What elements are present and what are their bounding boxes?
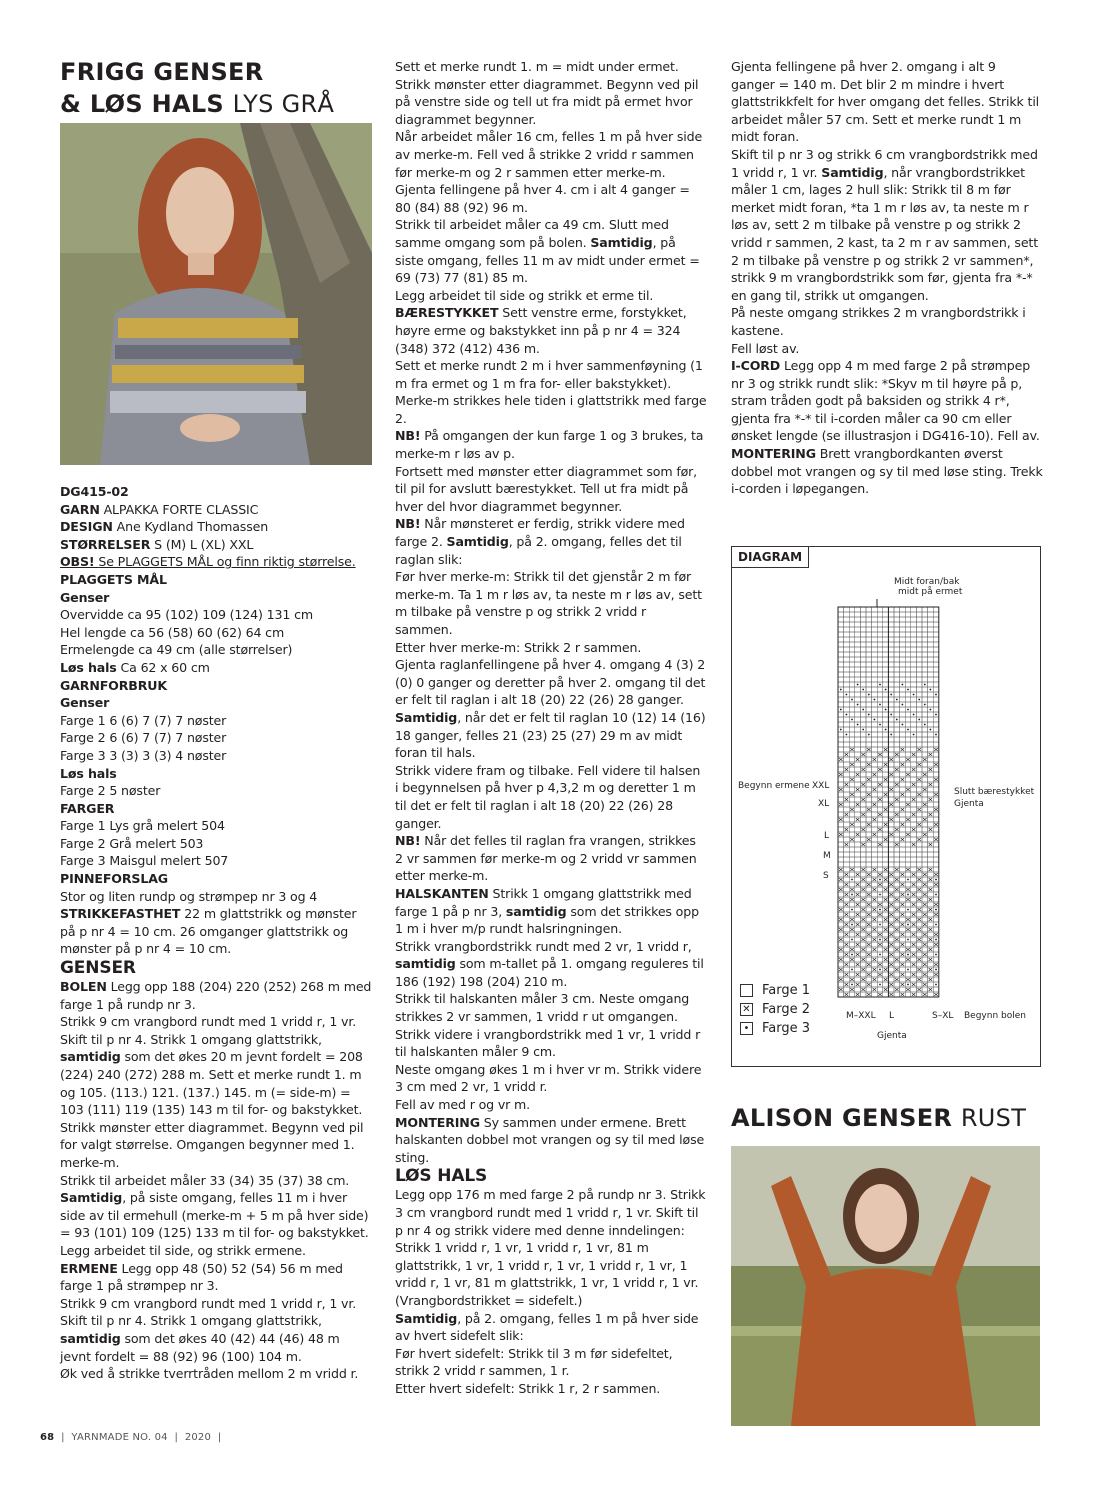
halskanten-text: HALSKANTEN Strikk 1 omgang glattstrikk med farge 1 på p nr 3, samtidig som det strikkes opp 1 m i hver m/p rundt halsringningen. [395,885,699,937]
farge1-amount: Farge 1 6 (6) 7 (7) 7 nøster [60,712,227,728]
pinneforslag-heading: PINNEFORSLAG [60,871,168,887]
mid-p18: Samtidig, på 2. omgang, felles 1 m på hver side av hvert sidefelt slik: [395,1310,699,1344]
bolen-p4: Samtidig, på siste omgang, felles 11 m i hver side av til ermehull (merke-m + 5 m på hver side) = 93 (101) 109 (125) 133 m til for- og bakstykket. [60,1190,369,1241]
plaggets-heading: PLAGGETS MÅL [60,571,167,587]
mid-nb1: NB! På omgangen der kun farge 1 og 3 brukes, ta merke-m r løs av p. [395,428,704,462]
label-begynn-bolen: Begynn bolen [964,1011,1026,1021]
right-p3: På neste omgang strikkes 2 m vrangbordstrikk i kastene. [731,305,1026,338]
mid-nb3: NB! Når det felles til raglan fra vrangen, strikkes 2 vr sammen før merke-m og 2 vridd vr sammen etter merke-m. [395,833,697,884]
mid-p13: Strikk til halskanten måler 3 cm. Neste omgang strikkes 2 vr sammen, 1 vridd r ut omgangen. [395,991,690,1025]
right-p2: Skift til p nr 3 og strikk 6 cm vrangbordstrikk med 1 vridd r, 1 vr. Samtidig, når vrangbordstrikket måler 1 cm, lages 2 hull slik: Strikk til 8 m før merket midt foran, *ta 1 m r løs av, ta neste m r løs av, sett 2 m tilbake på venstre p og strikk 2 vridd r sammen, 2 kast, ta 2 m r av sammen, sett 2 m tilbake på venstre p og strikk 2 vr sammen*, strikk 9 m vrangbordstrikk som før, gjenta fra *-* en gang til, strikk ut omgangen. [731,146,1038,303]
label-bottom-gjenta: Gjenta [877,1031,907,1041]
icord-text: I-CORD Legg opp 4 m med farge 2 på strømpep nr 3 og strikk rundt slik: *Skyv m til høyre på p, stram tråden godt på baksiden og strikk 4 r*, gjenta fra *-* til i-corden måler ca 90 cm eller ønsket lengde (se illustrasjon i DG416-10). Fell av. [731,358,1040,444]
label-bottom-l: L [889,1011,895,1021]
pinneforslag-text: Stor og liten rundp og strømpep nr 3 og 4 [60,888,318,904]
model-photo-alison [731,1146,1040,1426]
genser-section-heading: GENSER [60,958,136,979]
diagram-top-label-2: midt på ermet [898,587,963,597]
ermelengde-text: Ermelengde ca 49 cm (alle størrelser) [60,642,293,658]
garn-line: GARN ALPAKKA FORTE CLASSIC [60,501,259,517]
mid-p6: Fortsett med mønster etter diagrammet som før, til pil for avslutt bærestykket. Tell ut fra midt på hver del hvor diagrammet begynner. [395,463,698,514]
right-p1: Gjenta fellingene på hver 2. omgang i alt 9 ganger = 140 m. Det blir 2 m mindre i hvert glattstrikkfelt for hver omgang det felles. Strikk til arbeidet måler 57 cm. Sett et merke rundt 1 m midt foran. [731,59,1040,145]
left-column [60,483,372,1383]
mid-p1: Sett et merke rundt 1. m = midt under ermet. Strikk mønster etter diagrammet. Begynn ved pil på venstre side og tell ut fra midt på ermet hvor diagrammet begynner. [395,59,699,127]
magazine-year: 2020 [184,1432,212,1443]
mid-p8: Etter hver merke-m: Strikk 2 r sammen. [395,639,642,655]
label-m: M [823,851,831,861]
knitting-diagram [731,546,1041,1067]
genser-subheading: Genser [60,589,110,605]
label-s: S [823,871,829,881]
montering-text: MONTERING Sy sammen under ermene. Brett halskanten dobbel mot vrangen og sy til med løse sting. [395,1114,705,1165]
overvidde-text: Overvidde ca 95 (102) 109 (124) 131 cm [60,607,313,623]
label-xxl: XXL [812,781,830,791]
title-line-2: & LØS HALS LYS GRÅ [60,90,335,118]
farge2-hals-amount: Farge 2 5 nøster [60,783,161,799]
label-begynn-ermene: Begynn ermene [738,781,810,791]
page-footer: 68 | YARNMADE NO. 04 | 2020 | [40,1432,222,1443]
mid-p11: Strikk videre fram og tilbake. Fell videre til halsen i begynnelsen på hver p 4,3,2 m og deretter 1 m til det er felt til raglan i alt 18 (20) 22 (26) 28 ganger. [395,762,701,831]
farger-heading: FARGER [60,800,115,816]
los-hals-measure: Løs hals Ca 62 x 60 cm [60,659,210,675]
mid-p12: Strikk vrangbordstrikk rundt med 2 vr, 1 vridd r, samtidig som m-tallet på 1. omgang reguleres til 186 (192) 198 (204) 210 m. [395,938,704,989]
label-l: L [824,831,830,841]
farge3-amount: Farge 3 3 (3) 3 (3) 4 nøster [60,747,227,763]
mid-p15: Neste omgang økes 1 m i hver vr m. Strikk videre 3 cm med 2 vr, 1 vridd r. [395,1061,702,1095]
mid-p20: Etter hvert sidefelt: Strikk 1 r, 2 r sammen. [395,1380,661,1396]
legend-cross-icon: ✕ [740,1003,753,1016]
mid-p14: Strikk videre i vrangbordstrikk med 1 vr, 1 vridd r til halskanten måler 9 cm. [395,1026,701,1060]
mid-nb2: NB! Når mønsteret er ferdig, strikk videre med farge 2. Samtidig, på 2. omgang, felles det til raglan slik: [395,516,685,567]
label-xl: XL [818,799,830,809]
title-line-1: FRIGG GENSER [60,58,264,86]
mid-p7: Før hver merke-m: Strikk til det gjenstår 2 m før merke-m. Ta 1 m r løs av, ta neste m r løs av, sett m tilbake på venstre p og strikk 2 vridd r sammen. [395,569,702,637]
farge2-amount: Farge 2 6 (6) 7 (7) 7 nøster [60,730,227,746]
legend-dot-icon: • [740,1022,753,1035]
hel-lengde-text: Hel lengde ca 56 (58) 60 (62) 64 cm [60,624,285,640]
sizes-line: STØRRELSER S (M) L (XL) XXL [60,536,254,552]
farger-1: Farge 1 Lys grå melert 504 [60,818,225,834]
strikkefasthet-text: STRIKKEFASTHET 22 m glattstrikk og mønster på p nr 4 = 10 cm. 26 omganger glattstrikk og mønster på p nr 4 = 10 cm. [60,906,357,957]
mid-p10: Samtidig, når det er felt til raglan 10 (12) 14 (16) 18 ganger, felles 21 (23) 25 (27) 29 m av midt foran til hals. [395,709,706,761]
right-column [731,58,1043,498]
design-line: DESIGN Ane Kydland Thomassen [60,519,269,535]
los-hals-section-heading: LØS HALS [395,1166,488,1187]
mid-p4: Legg arbeidet til side og strikk et erme til. [395,287,654,303]
farger-3: Farge 3 Maisgul melert 507 [60,853,229,869]
model-photo-frigg [60,123,372,465]
obs-line: OBS! Se PLAGGETS MÅL og finn riktig størrelse. [60,554,356,570]
label-gjenta-right: Gjenta [954,799,984,809]
pattern-title [60,56,334,120]
legend-farge3: • Farge 3 [740,1021,810,1036]
ermene-p7: Øk ved å strikke tverrtråden mellom 2 m vridd r. [60,1366,359,1382]
diagram-title: DIAGRAM [732,547,809,568]
right-montering-text: MONTERING Brett vrangbordkanten øverst dobbel mot vrangen og sy til med løse sting. Trekk i-corden i løpegangen. [731,446,1043,497]
label-s-xl: S–XL [932,1011,954,1021]
right-p4: Fell løst av. [731,340,800,356]
bolen-p5: Legg arbeidet til side, og strikk ermene. [60,1242,306,1258]
mid-p5: Sett et merke rundt 2 m i hver sammenføyning (1 m fra ermet og 1 m fra for- eller bakstykket). Merke-m strikkes hele tiden i glattstrikk med farge 2. [395,358,707,426]
farger-2: Farge 2 Grå melert 503 [60,835,204,851]
alison-title: ALISON GENSER RUST [731,1104,1027,1132]
mid-p19: Før hvert sidefelt: Strikk til 3 m før sidefeltet, strikk 2 vridd r sammen, 1 r. [395,1345,673,1379]
mid-p16: Fell av med r og vr m. [395,1097,530,1113]
ermene-p6: Strikk 9 cm vrangbord rundt med 1 vridd r, 1 vr. Skift til p nr 4. Strikk 1 omgang glattstrikk, samtidig som det økes 40 (42) 44 (46) 48 m jevnt fordelt = 88 (92) 96 (100) 104 m. [60,1295,357,1364]
bolen-p3: Strikk til arbeidet måler 33 (34) 35 (37) 38 cm. [60,1172,350,1188]
mid-p9: Gjenta raglanfellingene på hver 4. omgang 4 (3) 2 (0) 0 ganger og deretter på hver 2. omgang til det er felt til raglan i alt 18 (20) 22 (26) 28 ganger. [395,657,706,708]
magazine-name: YARNMADE NO. 04 [71,1432,168,1443]
bolen-p2: Strikk mønster etter diagrammet. Begynn ved pil for valgt størrelse. Omgangen begynner med 1. merke-m. [60,1119,364,1170]
label-m-xxl: M–XXL [846,1011,876,1021]
pattern-code: DG415-02 [60,484,129,499]
bolen-text: BOLEN Legg opp 188 (204) 220 (252) 268 m med farge 1 på rundp nr 3. [60,979,372,1012]
ermene-text: ERMENE Legg opp 48 (50) 52 (54) 56 m med farge 1 på strømpep nr 3. [60,1260,343,1294]
page-number: 68 [40,1432,55,1443]
baerestykket-text: BÆRESTYKKET Sett venstre erme, forstykket, høyre erme og bakstykket inn på p nr 4 = 324 (348) 372 (412) 436 m. [395,305,687,356]
genser-subheading-2: Genser [60,695,110,711]
bolen-p1: Strikk 9 cm vrangbord rundt med 1 vridd r, 1 vr. Skift til p nr 4. Strikk 1 omgang glattstrikk, samtidig som det økes 20 m jevnt fordelt = 208 (224) 240 (272) 288 m. Sett et merke rundt 1. m og 105. (113.) 121. (137.) 145. m (= side-m) = 103 (111) 119 (135) 143 m til for- og bakstykket. [60,1014,363,1118]
diagram-top-label-1: Midt foran/bak [894,577,960,587]
legend-farge2: ✕ Farge 2 [740,1002,810,1017]
middle-column [395,58,707,1398]
label-slutt: Slutt bærestykket [954,787,1035,797]
mid-p3: Strikk til arbeidet måler ca 49 cm. Slutt med samme omgang som på bolen. Samtidig, på siste omgang, felles 11 m av midt under ermet = 69 (73) 77 (81) 85 m. [395,217,700,286]
legend-farge1: Farge 1 [740,983,810,998]
garnforbruk-heading: GARNFORBRUK [60,677,167,693]
mid-p17: Legg opp 176 m med farge 2 på rundp nr 3. Strikk 3 cm vrangbord rundt med 1 vridd r, 1 vr. Skift til p nr 4 og strikk videre med denne inndelingen: Strikk 1 vridd r, 1 vr, 1 vridd r, 1 vr, 81 m glattstrikk, 1 vr, 1 vridd r, 1 vr, 1 vridd r, 1 vr, 1 vridd r, 1 vr, 81 m glattstrikk, 1 vr, 1 vridd r, 1 vr. (Vrangbordstrikket = sidefelt.) [395,1187,706,1308]
mid-p2: Når arbeidet måler 16 cm, felles 1 m på hver side av merke-m. Fell ved å strikke 2 vridd r sammen før merke-m og 2 r sammen etter merke-m. Gjenta fellingene på hver 4. cm i alt 4 ganger = 80 (84) 88 (92) 96 m. [395,129,703,215]
los-hals-subheading: Løs hals [60,765,117,781]
legend-empty-icon [740,984,753,997]
